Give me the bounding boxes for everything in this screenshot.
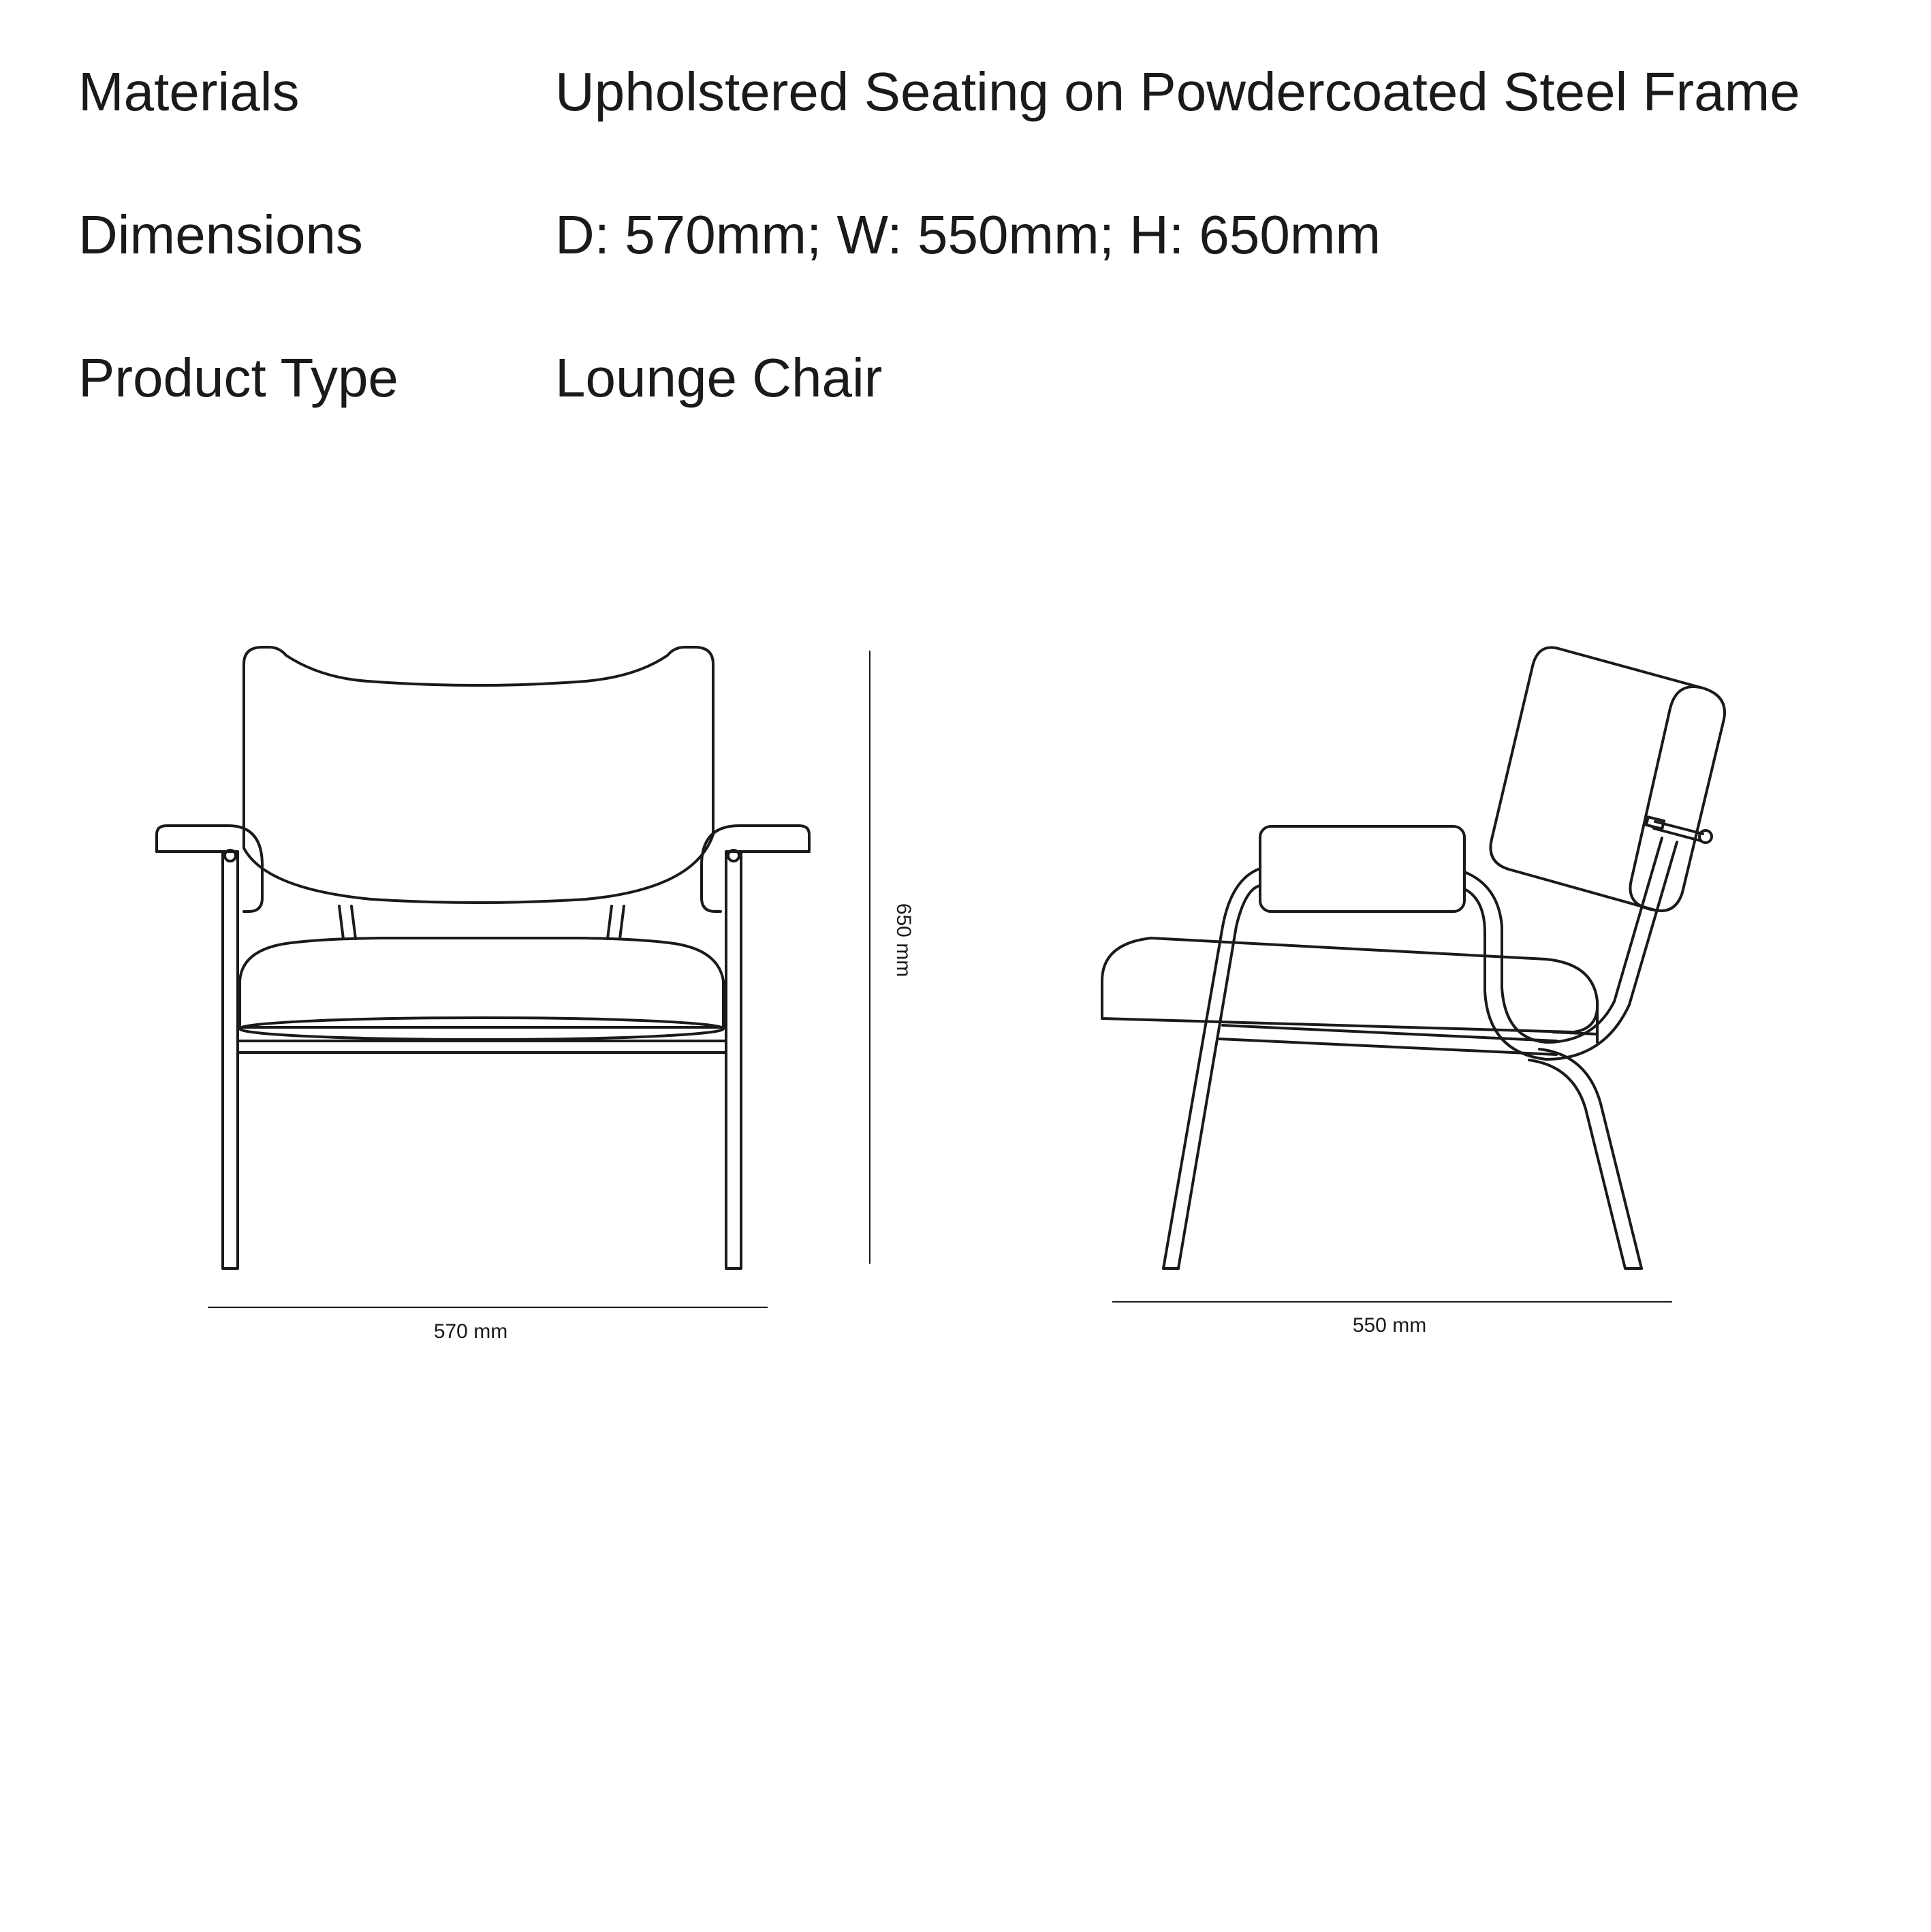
spec-label-materials: Materials <box>78 61 300 122</box>
front-armrest-left <box>157 826 262 912</box>
spec-label-product-type: Product Type <box>78 347 398 408</box>
dim-label-front-width: 570 mm <box>433 1320 508 1343</box>
spec-value-dimensions: D: 570mm; W: 550mm; H: 650mm <box>555 204 1381 265</box>
spec-value-materials: Upholstered Seating on Powdercoated Steel Frame <box>555 61 1800 122</box>
dim-label-side-depth: 550 mm <box>1352 1314 1427 1337</box>
spec-label-dimensions: Dimensions <box>78 204 363 265</box>
front-leg-left <box>223 852 238 1268</box>
side-seat-cushion <box>1102 938 1597 1032</box>
front-armrest-right <box>702 826 809 912</box>
front-view <box>157 647 809 1268</box>
front-backrest <box>244 647 713 903</box>
side-armrest-pad <box>1260 826 1464 912</box>
side-frame-rear-leg <box>1539 1049 1642 1268</box>
spec-value-product-type: Lounge Chair <box>555 347 883 408</box>
front-seat-cushion <box>240 938 723 1027</box>
side-frame-arm-loop <box>1464 838 1662 1042</box>
front-leg-right <box>726 852 741 1268</box>
side-view <box>1102 647 1725 1268</box>
dim-label-front-height: 650 mm <box>892 903 915 978</box>
